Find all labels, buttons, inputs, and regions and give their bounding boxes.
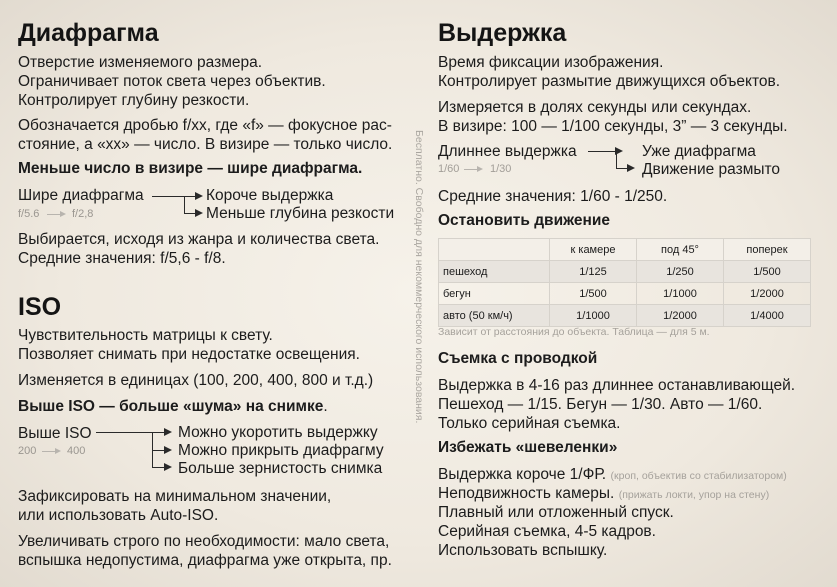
iso-units: Изменяется в единицах (100, 200, 400, 800 и т.д.) [18,372,374,389]
aperture-line-3: Контролирует глубину резкости. [18,92,250,109]
iso-connector [96,432,152,433]
stop-motion-title: Остановить движение [438,212,611,229]
table-row [439,283,811,305]
table-cell: авто (50 км/ч) [439,305,550,327]
table-header-cell: под 45° [637,239,724,261]
table-header-cell: поперек [724,239,811,261]
iso-diagram-source: Выше ISO [18,425,92,442]
iso-increase-2: вспышка недопустима, диафрагма уже открыта, пр. [18,552,392,569]
iso-result-3: Больше зернистость снимка [178,460,383,477]
table-cell: 1/2000 [724,283,811,305]
aperture-result-1: Короче выдержка [206,187,334,204]
aperture-diagram-source: Шире диафрагма [18,187,144,204]
aperture-notation-1: Обозначается дробью f/хх, где «f» — фокусное рас- [18,117,392,134]
aperture-choice-2: Средние значения: f/5,6 - f/8. [18,250,226,267]
iso-to-value: 400 [67,445,86,457]
shake-item-5: Использовать вспышку. [438,542,608,559]
arrow-icon [615,147,623,155]
aperture-line-1: Отверстие изменяемого размера. [18,54,263,71]
iso-title: ISO [18,293,62,321]
table-header-cell [439,239,550,261]
iso-result-1: Можно укоротить выдержку [178,424,378,441]
vertical-license-text: Бесплатно. Свободно для некоммерческого использования. [413,130,425,424]
panning-title: Съемка с проводкой [438,350,598,367]
aperture-to-value: f/2,8 [72,208,94,220]
iso-fix-2: или использовать Auto-ISO. [18,507,219,524]
iso-from-value: 200 [18,445,37,457]
shutter-measure-1: Измеряется в долях секунды или секундах. [438,99,752,116]
aperture-connector [152,196,184,197]
table-row [439,261,811,283]
aperture-from-value: f/5.6 [18,208,40,220]
shutter-line-2: Контролирует размытие движущихся объектов. [438,73,781,90]
stop-motion-table [438,238,811,327]
shake-item-2-text: Неподвижность камеры. [438,485,615,502]
shake-item-4: Серийная съемка, 4-5 кадров. [438,523,656,540]
iso-result-2: Можно прикрыть диафрагму [178,442,384,459]
arrow-icon [164,428,172,436]
shutter-connector [588,151,616,152]
shake-item-2-note: (прижать локти, упор на стену) [618,489,770,501]
shutter-from-value: 1/60 [438,163,460,175]
table-row [439,305,811,327]
arrow-icon [627,164,635,172]
small-arrow-icon [477,166,483,172]
shake-item-1-note: (кроп, объектив со стабилизатором) [610,470,787,482]
table-header-cell: к камере [550,239,637,261]
arrow-icon [164,463,172,471]
shake-item-1 [438,465,787,484]
aperture-result-2: Меньше глубина резкости [206,205,395,222]
aperture-notation-2: стояние, а «хх» — число. В визире — только число. [18,136,393,153]
iso-fix-1: Зафиксировать на минимальном значении, [18,488,332,505]
arrow-icon [195,209,203,217]
table-cell: 1/125 [550,261,637,283]
shake-item-3: Плавный или отложенный спуск. [438,504,674,521]
shutter-result-1: Уже диафрагма [642,143,756,160]
iso-rule-dot: . [323,398,328,415]
shutter-result-2: Движение размыто [642,161,781,178]
table-cell: 1/4000 [724,305,811,327]
iso-line-1: Чувствительность матрицы к свету. [18,327,273,344]
table-cell: бегун [439,283,550,305]
iso-line-2: Позволяет снимать при недостатке освещения. [18,346,360,363]
shutter-diagram-source: Длиннее выдержка [438,143,577,160]
iso-small-arrow-line [42,451,56,452]
table-header-row [439,239,811,261]
shutter-measure-2: В визире: 100 — 1/100 секунды, 3” — 3 секунды. [438,118,788,135]
arrow-icon [164,446,172,454]
iso-increase-1: Увеличивать строго по необходимости: мало света, [18,533,390,550]
table-cell: 1/2000 [637,305,724,327]
table-cell: 1/500 [550,283,637,305]
shake-item-2 [438,484,769,503]
aperture-title: Диафрагма [18,19,159,47]
aperture-choice-1: Выбирается, исходя из жанра и количества света. [18,231,380,248]
aperture-small-arrow-line [47,214,61,215]
iso-rule [18,397,328,416]
table-cell: 1/250 [637,261,724,283]
arrow-icon [195,192,203,200]
panning-line-1: Выдержка в 4-16 раз длиннее останавливающей. [438,377,796,394]
small-arrow-icon [60,211,66,217]
panning-line-2: Пешеход — 1/15. Бегун — 1/30. Авто — 1/60. [438,396,763,413]
shutter-line-1: Время фиксации изображения. [438,54,664,71]
table-cell: 1/1000 [550,305,637,327]
table-cell: 1/1000 [637,283,724,305]
iso-rule-text: Выше ISO — больше «шума» на снимке [18,398,324,415]
aperture-rule: Меньше число в визире — шире диафрагма. [18,160,363,177]
table-cell: пешеход [439,261,550,283]
shutter-to-value: 1/30 [490,163,512,175]
panning-line-3: Только серийная съемка. [438,415,621,432]
aperture-line-2: Ограничивает поток света через объектив. [18,73,326,90]
aperture-connector-vertical [184,196,185,214]
small-arrow-icon [55,448,61,454]
shake-item-1-text: Выдержка короче 1/ФР. [438,466,607,483]
table-cell: 1/500 [724,261,811,283]
shutter-average: Средние значения: 1/60 - 1/250. [438,188,668,205]
shutter-title: Выдержка [438,19,567,47]
shutter-small-arrow-line [464,169,478,170]
stop-motion-note: Зависит от расстояния до объекта. Таблица — для 5 м. [438,326,710,338]
shake-title: Избежать «шевеленки» [438,439,618,456]
